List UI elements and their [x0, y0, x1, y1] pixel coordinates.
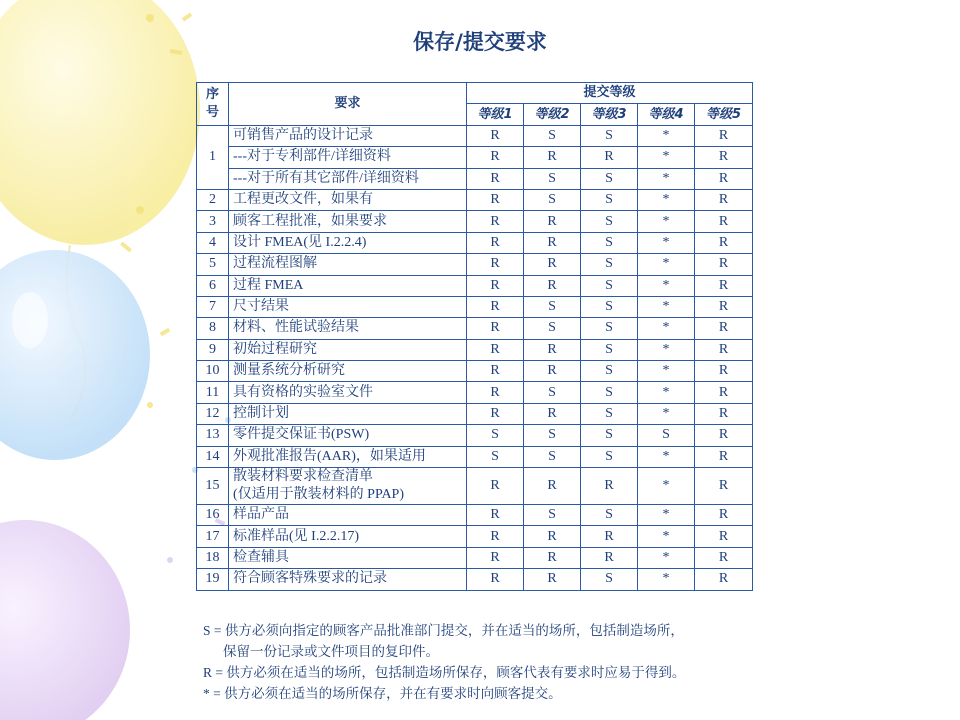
row-requirement: 初始过程研究 [229, 339, 467, 360]
level-2-cell: R [524, 547, 581, 568]
table-body [197, 125, 753, 590]
note-s: S = 供方必须向指定的顾客产品批准部门提交，并在适当的场所，包括制造场所， [203, 623, 684, 638]
row-requirement: ---对于所有其它部件/详细资料 [229, 168, 467, 189]
level-2-cell: S [524, 382, 581, 403]
level-1-cell: R [467, 147, 524, 168]
level-2-cell: R [524, 468, 581, 505]
table-row [197, 254, 753, 275]
level-4-cell: * [638, 296, 695, 317]
row-requirement: 工程更改文件，如果有 [229, 189, 467, 210]
note-s-continued: 保留一份记录或文件项目的复印件。 [223, 644, 439, 659]
note-r: R = 供方必须在适当的场所，包括制造场所保存，顾客代表有要求时应易于得到。 [203, 665, 686, 680]
level-2-cell: R [524, 403, 581, 424]
level-2-cell: R [524, 569, 581, 590]
level-2-cell: R [524, 211, 581, 232]
row-requirement: 过程流程图解 [229, 254, 467, 275]
level-2-cell: S [524, 425, 581, 446]
level-1-cell: R [467, 382, 524, 403]
submission-requirements-table [196, 82, 753, 591]
level-2-cell: R [524, 147, 581, 168]
table-row [197, 125, 753, 146]
level-4-cell: * [638, 526, 695, 547]
level-2-cell: R [524, 275, 581, 296]
level-4-cell: S [638, 425, 695, 446]
level-4-cell: * [638, 147, 695, 168]
row-number: 18 [197, 547, 229, 568]
level-5-cell: R [695, 318, 753, 339]
row-number: 16 [197, 505, 229, 526]
table-row [197, 318, 753, 339]
row-number: 10 [197, 361, 229, 382]
level-5-cell: R [695, 339, 753, 360]
level-5-cell: R [695, 468, 753, 505]
row-requirement: 外观批准报告(AAR)，如果适用 [229, 446, 467, 467]
level-5-cell: R [695, 168, 753, 189]
level-1-cell: R [467, 275, 524, 296]
level-1-cell: R [467, 547, 524, 568]
blue-balloon [0, 250, 150, 460]
level-1-cell: R [467, 168, 524, 189]
level-1-cell: R [467, 526, 524, 547]
level-2-cell: S [524, 168, 581, 189]
row-requirement: 材料、性能试验结果 [229, 318, 467, 339]
level-5-cell: R [695, 425, 753, 446]
table-row [197, 275, 753, 296]
level-3-cell: S [581, 361, 638, 382]
level-5-cell: R [695, 147, 753, 168]
row-requirement [229, 468, 467, 505]
row-requirement: 样品产品 [229, 505, 467, 526]
level-4-cell: * [638, 339, 695, 360]
level-4-cell: * [638, 361, 695, 382]
level-5-cell: R [695, 211, 753, 232]
column-header-submit-level: 提交等级 [467, 83, 753, 104]
level-2-cell: R [524, 339, 581, 360]
level-3-cell: S [581, 339, 638, 360]
level-3-cell: S [581, 168, 638, 189]
row-number: 8 [197, 318, 229, 339]
level-5-cell: R [695, 526, 753, 547]
level-2-cell: S [524, 189, 581, 210]
column-header-level-1: 等级1 [467, 104, 524, 125]
table-row [197, 361, 753, 382]
table-row [197, 446, 753, 467]
level-1-cell: R [467, 361, 524, 382]
level-5-cell: R [695, 382, 753, 403]
level-4-cell: * [638, 446, 695, 467]
level-3-cell: S [581, 569, 638, 590]
level-3-cell: S [581, 254, 638, 275]
level-1-cell: R [467, 125, 524, 146]
level-3-cell: S [581, 505, 638, 526]
row-requirement: 顾客工程批准，如果要求 [229, 211, 467, 232]
row-requirement: 具有资格的实验室文件 [229, 382, 467, 403]
level-3-cell: S [581, 232, 638, 253]
level-5-cell: R [695, 569, 753, 590]
row-requirement: 零件提交保证书(PSW) [229, 425, 467, 446]
row-requirement: 标准样品(见 I.2.2.17) [229, 526, 467, 547]
level-1-cell: R [467, 403, 524, 424]
column-header-level-2: 等级2 [524, 104, 581, 125]
level-1-cell: R [467, 569, 524, 590]
table-row [197, 339, 753, 360]
level-5-cell: R [695, 254, 753, 275]
row-number: 12 [197, 403, 229, 424]
level-3-cell: S [581, 189, 638, 210]
level-4-cell: * [638, 403, 695, 424]
level-3-cell: S [581, 296, 638, 317]
level-3-cell: R [581, 547, 638, 568]
row-requirement-line: (仅适用于散装材料的 PPAP) [233, 487, 405, 503]
table-row [197, 569, 753, 590]
level-1-cell: R [467, 505, 524, 526]
level-2-cell: S [524, 505, 581, 526]
table-row [197, 232, 753, 253]
purple-balloon [0, 520, 130, 720]
table-row [197, 296, 753, 317]
table-row [197, 505, 753, 526]
row-number: 14 [197, 446, 229, 467]
level-2-cell: R [524, 254, 581, 275]
row-requirement: 测量系统分析研究 [229, 361, 467, 382]
level-5-cell: R [695, 547, 753, 568]
column-header-level-5: 等级5 [695, 104, 753, 125]
table-row [197, 425, 753, 446]
level-1-cell: R [467, 211, 524, 232]
table-row [197, 403, 753, 424]
table-row [197, 382, 753, 403]
level-5-cell: R [695, 446, 753, 467]
level-1-cell: R [467, 339, 524, 360]
level-5-cell: R [695, 361, 753, 382]
table-row [197, 547, 753, 568]
row-requirement: ---对于专利部件/详细资料 [229, 147, 467, 168]
row-number: 5 [197, 254, 229, 275]
row-number: 2 [197, 189, 229, 210]
level-4-cell: * [638, 505, 695, 526]
row-number: 11 [197, 382, 229, 403]
level-3-cell: R [581, 526, 638, 547]
level-5-cell: R [695, 232, 753, 253]
level-3-cell: S [581, 211, 638, 232]
level-5-cell: R [695, 296, 753, 317]
level-4-cell: * [638, 547, 695, 568]
level-2-cell: R [524, 526, 581, 547]
level-4-cell: * [638, 275, 695, 296]
page-title: 保存/提交要求 [413, 30, 547, 54]
level-1-cell: R [467, 254, 524, 275]
level-3-cell: S [581, 446, 638, 467]
level-5-cell: R [695, 189, 753, 210]
level-2-cell: S [524, 318, 581, 339]
column-header-level-4: 等级4 [638, 104, 695, 125]
row-number: 4 [197, 232, 229, 253]
level-4-cell: * [638, 318, 695, 339]
row-requirement: 可销售产品的设计记录 [229, 125, 467, 146]
level-2-cell: S [524, 125, 581, 146]
level-1-cell: R [467, 189, 524, 210]
row-requirement: 过程 FMEA [229, 275, 467, 296]
row-number: 1 [197, 125, 229, 189]
table-row [197, 189, 753, 210]
row-requirement: 检查辅具 [229, 547, 467, 568]
level-1-cell: R [467, 468, 524, 505]
row-number: 17 [197, 526, 229, 547]
row-requirement: 设计 FMEA(见 I.2.2.4) [229, 232, 467, 253]
level-5-cell: R [695, 403, 753, 424]
row-number: 3 [197, 211, 229, 232]
row-number: 19 [197, 569, 229, 590]
level-2-cell: S [524, 446, 581, 467]
level-4-cell: * [638, 468, 695, 505]
table-row [197, 468, 753, 505]
note-star: * = 供方必须在适当的场所保存，并在有要求时向顾客提交。 [203, 686, 562, 701]
level-4-cell: * [638, 125, 695, 146]
level-4-cell: * [638, 254, 695, 275]
row-number: 13 [197, 425, 229, 446]
level-4-cell: * [638, 232, 695, 253]
level-5-cell: R [695, 505, 753, 526]
level-3-cell: R [581, 468, 638, 505]
level-3-cell: S [581, 403, 638, 424]
level-4-cell: * [638, 211, 695, 232]
row-number: 15 [197, 468, 229, 505]
column-header-seq: 序号 [197, 83, 229, 126]
row-requirement-line: 散装材料要求检查清单 [233, 469, 373, 485]
level-3-cell: S [581, 125, 638, 146]
table-row [197, 526, 753, 547]
level-1-cell: R [467, 318, 524, 339]
level-1-cell: R [467, 296, 524, 317]
column-header-requirement: 要求 [229, 83, 467, 126]
level-3-cell: S [581, 425, 638, 446]
table-row [197, 147, 753, 168]
column-header-level-3: 等级3 [581, 104, 638, 125]
level-5-cell: R [695, 275, 753, 296]
table-row [197, 168, 753, 189]
level-4-cell: * [638, 168, 695, 189]
table-row [197, 211, 753, 232]
level-5-cell: R [695, 125, 753, 146]
row-requirement: 尺寸结果 [229, 296, 467, 317]
legend-notes [203, 620, 783, 704]
level-2-cell: R [524, 232, 581, 253]
level-4-cell: * [638, 382, 695, 403]
level-3-cell: R [581, 147, 638, 168]
level-4-cell: * [638, 189, 695, 210]
row-requirement: 符合顾客特殊要求的记录 [229, 569, 467, 590]
level-3-cell: S [581, 318, 638, 339]
level-3-cell: S [581, 275, 638, 296]
level-2-cell: S [524, 296, 581, 317]
row-number: 7 [197, 296, 229, 317]
row-number: 9 [197, 339, 229, 360]
level-1-cell: S [467, 425, 524, 446]
level-1-cell: R [467, 232, 524, 253]
level-4-cell: * [638, 569, 695, 590]
level-3-cell: S [581, 382, 638, 403]
row-number: 6 [197, 275, 229, 296]
level-1-cell: S [467, 446, 524, 467]
level-2-cell: R [524, 361, 581, 382]
row-requirement: 控制计划 [229, 403, 467, 424]
